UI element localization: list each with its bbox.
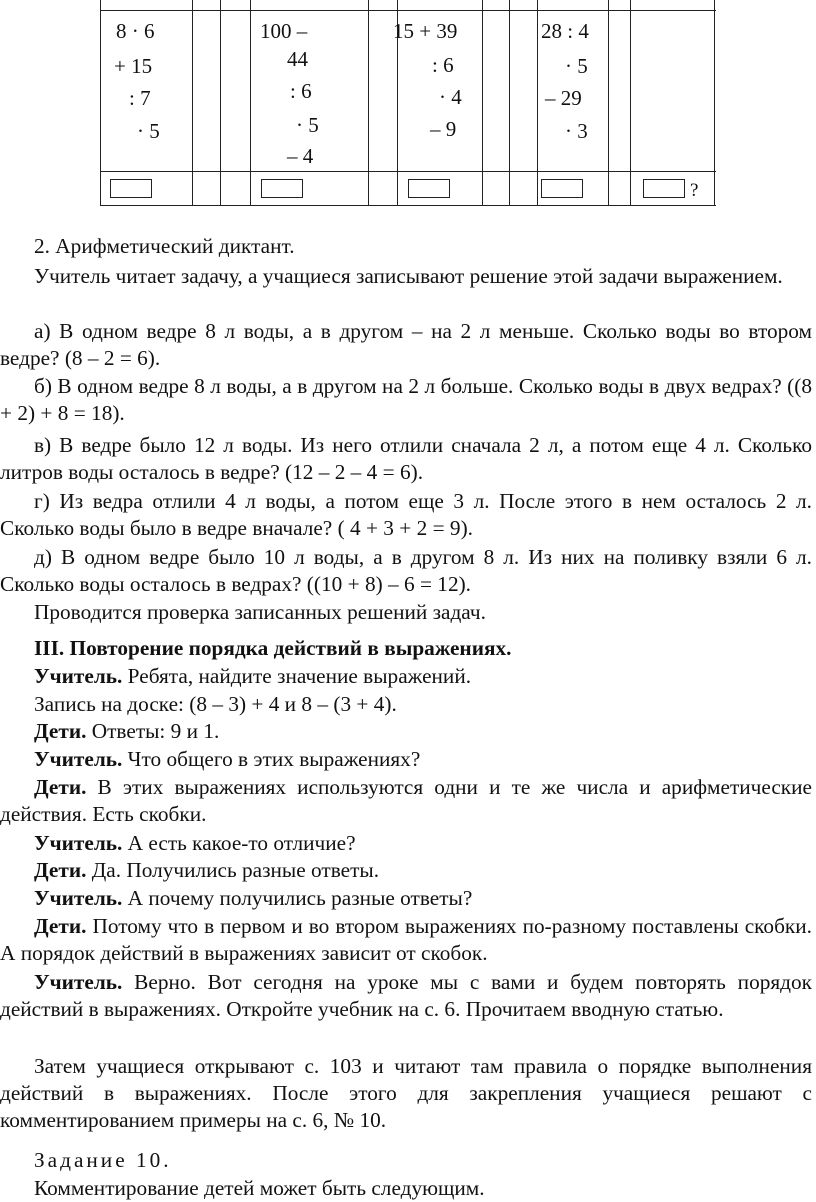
- dialogue-line: [0, 718, 812, 745]
- paragraph-task-a: а) В одном ведре 8 л воды, а в другом – на 2 л меньше. Сколько воды во втором ведре? (8 – 2 = 6).: [0, 319, 812, 370]
- chain-cell: : 6: [290, 79, 312, 103]
- paragraph-task-d: д) В одном ведре было 10 л воды, а в другом 8 л. Из них на поливку взяли 6 л. Сколько воды осталось в ведрах? ((10 + 8) – 6 = 12).: [0, 545, 812, 596]
- chain-cell: 8 · 6: [116, 19, 155, 43]
- paragraph-task-g: г) Из ведра отлили 4 л воды, а потом еще 3 л. После этого в нем осталось 2 л. Сколько воды было в ведре вначале? ( 4 + 3 + 2 = 9).: [0, 489, 812, 540]
- dialogue-text: Верно. Вот сегодня на уроке мы с вами и будем повторять порядок действий в выражениях. Откройте учебник на с. 6. Прочитаем вводную статью.: [0, 970, 812, 1021]
- speaker-label: Дети.: [34, 775, 87, 799]
- dialogue-line: [0, 885, 812, 912]
- chain-cell: · 3: [565, 119, 588, 143]
- dialogue-line: [0, 830, 812, 857]
- dialogue-text: Да. Получились разные ответы.: [86, 858, 380, 882]
- chain-cell: · 4: [439, 85, 462, 109]
- dialogue-line: [0, 774, 812, 828]
- answer-box: [541, 179, 583, 198]
- dialogue-text: В этих выражениях используются одни и те же числа и арифметические действия. Есть скобки.: [0, 775, 812, 826]
- speaker-label: Дети.: [34, 914, 87, 938]
- speaker-label: Учитель.: [34, 831, 123, 855]
- answer-box: [643, 179, 685, 198]
- table-vline: [192, 0, 193, 206]
- dialogue-line: [0, 746, 812, 773]
- paragraph-task-b: б) В одном ведре 8 л воды, а в другом на 2 л больше. Сколько воды в двух ведрах? ((8 + 2) + 8 = 18).: [0, 374, 812, 425]
- answer-box: [408, 179, 450, 198]
- table-vline: [630, 0, 631, 206]
- task-label: Задание 10.: [34, 1148, 172, 1172]
- paragraph-check: Проводится проверка записанных решений задач.: [34, 600, 486, 624]
- chain-cell: · 5: [137, 119, 160, 143]
- chain-cell: 44: [287, 47, 308, 71]
- paragraph-task-v: в) В ведре было 12 л воды. Из него отлили сначала 2 л, а потом еще 4 л. Сколько литров воды осталось в ведре? (12 – 2 – 4 = 6).: [0, 433, 812, 484]
- speaker-label: Дети.: [34, 719, 87, 743]
- dialogue-line: Запись на доске: (8 – 3) + 4 и 8 – (3 + 4).: [34, 692, 397, 716]
- speaker-label: Учитель.: [34, 970, 123, 994]
- chain-cell: + 15: [114, 54, 153, 78]
- chain-cell: : 6: [432, 53, 454, 77]
- answer-box: [261, 179, 303, 198]
- speaker-label: Дети.: [34, 858, 87, 882]
- table-vline: [608, 0, 609, 206]
- chain-cell: 15 + 39: [393, 19, 458, 43]
- paragraph-intro: Учитель читает задачу, а учащиеся записывают решение этой задачи выражением.: [34, 264, 783, 288]
- table-vline: [100, 0, 101, 206]
- table-vline: [537, 0, 538, 206]
- table-vline: [368, 0, 369, 206]
- dialogue-text: Ребята, найдите значение выражений.: [122, 664, 472, 688]
- speaker-label: Учитель.: [34, 664, 123, 688]
- question-mark: ?: [690, 180, 699, 201]
- dialogue-line: [0, 663, 812, 690]
- table-vline: [714, 0, 715, 206]
- paragraph-dictation-title: 2. Арифметический диктант.: [34, 234, 295, 258]
- dialogue-text: А есть какое-то отличие?: [122, 831, 356, 855]
- chain-cell: · 5: [565, 54, 588, 78]
- chain-cell: – 9: [430, 117, 457, 141]
- section-heading: III. Повторение порядка действий в выражениях.: [34, 636, 512, 660]
- dialogue-line: [0, 969, 812, 1023]
- table-vline: [220, 0, 221, 206]
- chain-cell: : 7: [129, 86, 151, 110]
- table-vline: [482, 0, 483, 206]
- chain-cell: – 29: [545, 86, 582, 110]
- answer-box: [110, 179, 152, 198]
- dialogue-line: [0, 857, 812, 884]
- paragraph-rules: Затем учащиеся открывают с. 103 и читают там правила о порядке выполнения действий в выражениях. После этого для закрепления учащиеся решают с комментированием примеры на с. 6, № 10.: [0, 1054, 812, 1132]
- dialogue-line: [0, 913, 812, 967]
- chain-table: [100, 0, 716, 206]
- chain-cell: 100 –: [260, 19, 308, 43]
- chain-cell: · 5: [296, 113, 319, 137]
- dialogue-text: Что общего в этих выражениях?: [122, 747, 421, 771]
- dialogue-text: Потому что в первом и во втором выражениях по-разному поставлены скобки. А порядок действий в выражениях зависит от скобок.: [0, 914, 812, 965]
- table-vline: [509, 0, 510, 206]
- chain-cell: – 4: [287, 144, 314, 168]
- chain-cell: 28 : 4: [541, 19, 589, 43]
- table-vline: [250, 0, 251, 206]
- speaker-label: Учитель.: [34, 747, 123, 771]
- paragraph-last: Комментирование детей может быть следующим.: [34, 1176, 485, 1200]
- speaker-label: Учитель.: [34, 886, 123, 910]
- dialogue-text: А почему получились разные ответы?: [122, 886, 473, 910]
- dialogue-text: Ответы: 9 и 1.: [86, 719, 220, 743]
